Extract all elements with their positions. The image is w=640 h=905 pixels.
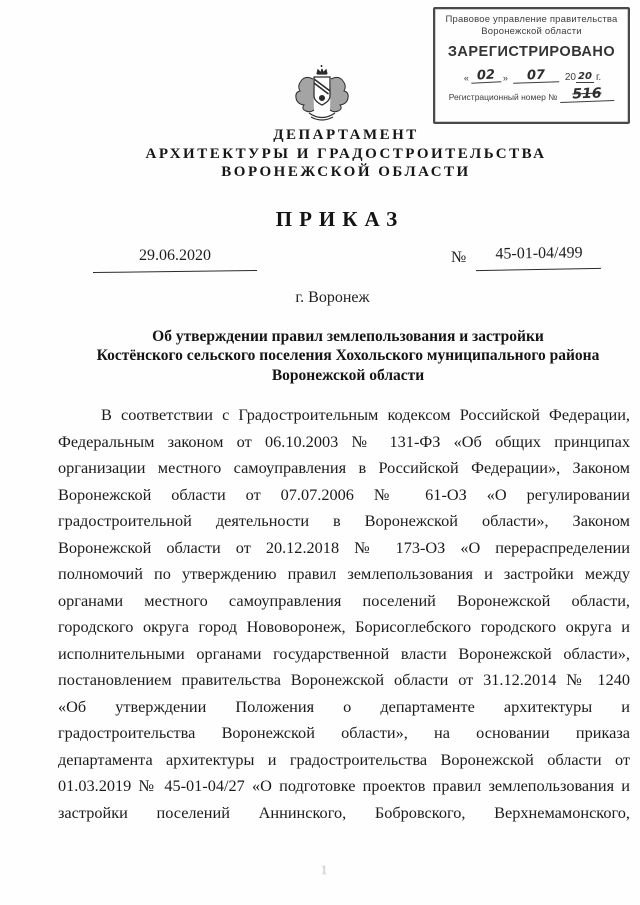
body-line: Воронежской области от 07.07.2006 № 61-ОЗ «О регулировании	[58, 484, 630, 504]
body-line: градостроительства Воронежской области», на основании приказа	[58, 723, 630, 742]
stamp-registered-label: ЗАРЕГИСТРИРОВАНО	[447, 44, 616, 60]
body-line: полномочий по утверждению правил землепользования и застройки между	[58, 564, 630, 583]
body-line: В соответствии с Градостроительным кодексом Российской Федерации,	[101, 405, 630, 424]
body-line: департамента архитектуры и градостроительства Воронежской области от	[58, 749, 630, 769]
stamp-org-line1: Правовое управление правительства	[445, 14, 618, 25]
body-line: 01.03.2019 № 45-01-04/27 «О подготовке проектов правил землепользования и	[58, 776, 630, 795]
page-number: 1	[320, 862, 328, 877]
body-line: градостроительной деятельности в Воронежской области», Законом	[58, 511, 630, 530]
body-line: организации местного самоуправления в Российской Федерации», Законом	[58, 458, 630, 477]
coat-of-arms-icon	[291, 65, 353, 125]
doc-city: г. Воронеж	[295, 289, 370, 306]
stamp-quote-close: »	[502, 73, 508, 83]
stamp-year-hand: 20	[576, 71, 594, 83]
org-name-line3: ВОРОНЕЖСКОЙ ОБЛАСТИ	[221, 164, 471, 180]
body-line: городского округа город Нововоронеж, Борисоглебского городского округа и	[58, 617, 630, 636]
org-name-line2: АРХИТЕКТУРЫ И ГРАДОСТРОИТЕЛЬСТВА	[145, 145, 547, 162]
doc-title-line3: Воронежской области	[271, 366, 425, 384]
stamp-quote-open: «	[463, 73, 469, 83]
body-line: постановлением правительства Воронежской области от 31.12.2014 № 1240	[58, 670, 630, 689]
doc-title-line1: Об утверждении правил землепользования и застройки	[152, 328, 544, 345]
org-name-line1: ДЕПАРТАМЕНТ	[273, 127, 419, 143]
body-line: Федеральным законом от 06.10.2003 № 131-ФЗ «Об общих принципах	[58, 431, 630, 451]
doc-number-label: №	[451, 249, 467, 266]
body-line: застройки поселений Аннинского, Бобровского, Верхнемамонского,	[58, 802, 630, 822]
stamp-date-row	[435, 67, 628, 83]
body-line: «Об утверждении Положения о департаменте архитектуры и	[58, 696, 630, 716]
doc-date: 29.06.2020	[139, 247, 211, 264]
body-line: Воронежской области от 20.12.2018 № 173-ОЗ «О перераспределении	[58, 537, 630, 557]
doc-date-underline	[93, 270, 257, 273]
stamp-reg-label: Регистрационный номер №	[448, 92, 558, 102]
stamp-year-suffix: г.	[595, 72, 602, 83]
stamp-reg-number: 516	[560, 87, 614, 103]
org-name	[60, 126, 632, 182]
doc-type-heading: ПРИКАЗ	[275, 207, 405, 231]
doc-body	[58, 402, 630, 826]
doc-title-line2: Костёнского сельского поселения Хохольского муниципального района	[96, 347, 600, 365]
doc-number: 45-01-04/499	[495, 244, 583, 263]
doc-title	[68, 327, 628, 385]
stamp-org-line2: Воронежской области	[481, 26, 582, 37]
doc-number-underline	[476, 268, 601, 271]
body-line: исполнительными органами государственной власти Воронежской области»,	[58, 643, 630, 663]
stamp-year-printed: 20	[564, 72, 576, 83]
body-line: органами местного самоуправления поселений Воронежской области,	[58, 590, 630, 610]
stamp-date-day: 02	[470, 68, 501, 84]
registration-stamp	[433, 7, 630, 124]
stamp-date-month: 07	[513, 68, 559, 84]
stamp-reg-row	[435, 85, 628, 103]
